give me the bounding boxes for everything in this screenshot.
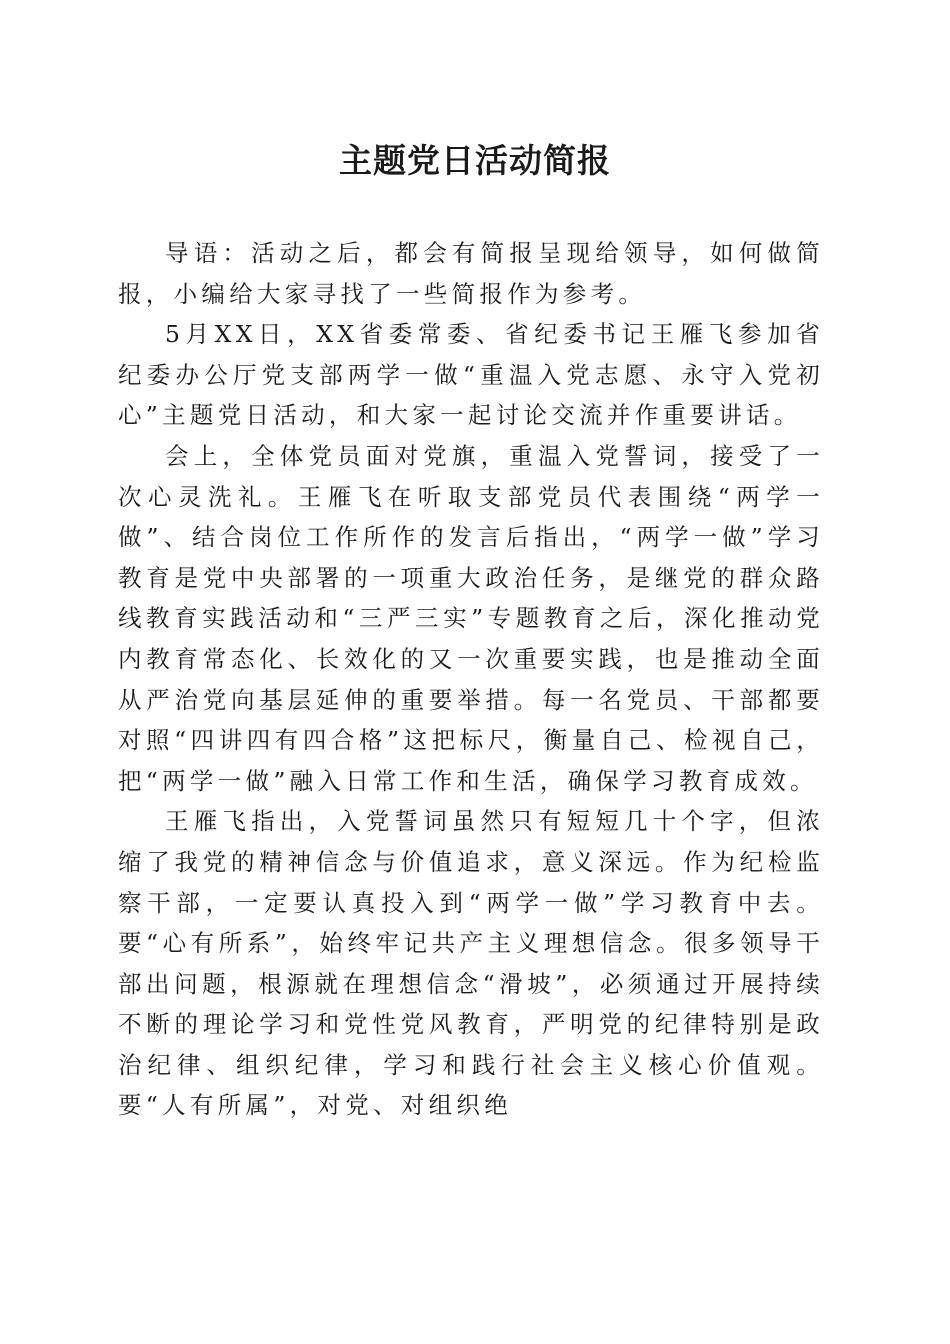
paragraph-speech: 王雁飞指出，入党誓词虽然只有短短几十个字，但浓缩了我党的精神信念与价值追求，意义深远。作为纪检监察干部，一定要认真投入到“两学一做”学习教育中去。要“心有所系”，始终牢记共产主义理想信念。很多领导干部出问题，根源就在理想信念“滑坡”，必须通过开展持续不断的理论学习和党性党风教育，严明党的纪律特别是政治纪律、组织纪律，学习和践行社会主义核心价值观。要“人有所属”，对党、对组织绝: [118, 807, 824, 1120]
paragraph-event: 5月XX日，XX省委常委、省纪委书记王雁飞参加省纪委办公厅党支部两学一做“重温入党志愿、永守入党初心”主题党日活动，和大家一起讨论交流并作重要讲话。: [118, 320, 824, 430]
paragraph-intro: 导语：活动之后，都会有简报呈现给领导，如何做简报，小编给大家寻找了一些简报作为参考。: [118, 239, 824, 308]
document-body: [118, 233, 824, 1126]
paragraph-meeting: 会上，全体党员面对党旗，重温入党誓词，接受了一次心灵洗礼。王雁飞在听取支部党员代表围绕“两学一做”、结合岗位工作所作的发言后指出，“两学一做”学习教育是党中央部署的一项重大政治任务，是继党的群众路线教育实践活动和“三严三实”专题教育之后，深化推动党内教育常态化、长效化的又一次重要实践，也是推动全面从严治党向基层延伸的重要举措。每一名党员、干部都要对照“四讲四有四合格”这把标尺，衡量自己、检视自己，把“两学一做”融入日常工作和生活，确保学习教育成效。: [118, 441, 824, 795]
document-title: 主题党日活动简报: [339, 141, 611, 180]
